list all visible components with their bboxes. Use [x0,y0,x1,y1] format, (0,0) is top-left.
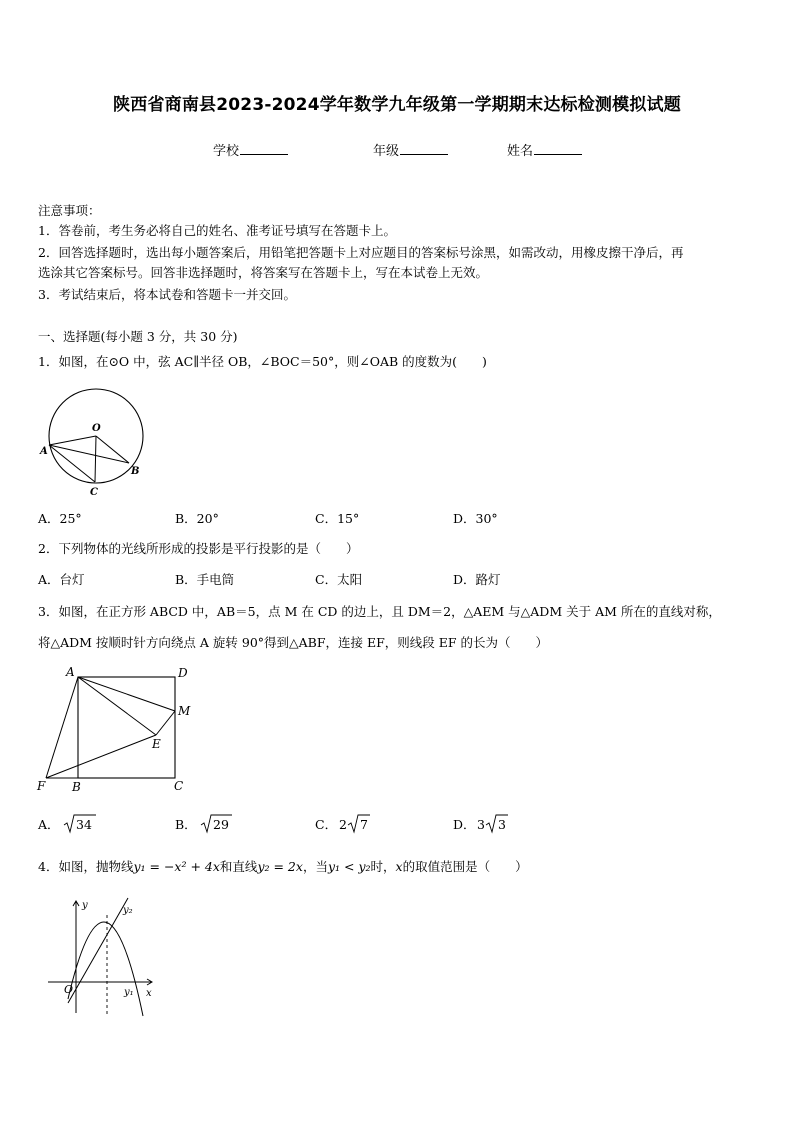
q1-stem: 1．如图，在⊙O 中，弦 AC∥半径 OB，∠BOC＝50°，则∠OAB 的度数为( ) [38,354,487,369]
q3-option-b[interactable] [175,815,232,832]
label-c: C [174,779,184,793]
q3-option-d-coef: 3 [477,817,485,832]
q4-condition: y₁ < y₂ [327,859,371,874]
label-o: O [92,423,101,434]
notice-item-2-cont: 选涂其它答案标号。回答非选择题时，将答案写在答题卡上，写在本试卷上无效。 [38,265,489,280]
notice-item-3: 3．考试结束后，将本试卷和答题卡一并交回。 [38,287,296,302]
q4-stem [38,856,528,878]
q1-option-d[interactable]: D．30° [453,511,498,526]
q3-option-a[interactable] [37,815,96,832]
q3-option-c[interactable] [315,815,370,832]
q3-option-a-radicand: 34 [76,817,92,832]
q4-figure [44,895,174,1020]
q3-stem-line1: 3．如图，在正方形 ABCD 中，AB＝5，点 M 在 CD 的边上，且 DM＝2，△AEM 与△ADM 关于 AM 所在的直线对称， [38,604,721,619]
q4-stem-b: 和直线 [219,859,258,874]
label-c: C [90,487,98,498]
segment-oc [95,436,96,482]
q3-option-b-radicand: 29 [213,817,229,832]
q4-stem-c: ，当 [302,859,328,874]
label-d: D [178,666,188,680]
label-f: F [37,779,46,793]
grade-blank[interactable] [400,142,448,155]
q2-option-b[interactable]: B．手电筒 [175,572,235,587]
q3-figure [34,663,204,798]
q1-option-b[interactable]: B．20° [175,511,219,526]
label-m: M [178,704,191,718]
label-y2: y₂ [123,905,133,916]
q3-stem-line2: 将△ADM 按顺时针方向绕点 A 旋转 90°得到△ABF，连接 EF，则线段 EF 的长为（ ） [38,635,549,650]
parabola-y1 [68,922,143,1016]
q4-y2-expr: y₂ = 2x [257,859,303,874]
q3-option-d-prefix: D． [453,817,476,832]
name-blank[interactable] [534,142,582,155]
notice-item-2: 2．回答选择题时，选出每小题答案后，用铅笔把答题卡上对应题目的答案标号涂黑，如需改动，用橡皮擦干净后，再 [38,245,684,260]
notice-item-1: 1．答卷前，考生务必将自己的姓名、准考证号填写在答题卡上。 [38,223,396,238]
label-y1: y₁ [124,987,134,998]
grade-field[interactable] [373,140,448,159]
label-a: A [40,446,48,457]
q4-variable: x [395,859,403,874]
line-y2 [68,898,128,1003]
q3-option-c-coef: 2 [339,817,347,832]
label-b: B [131,466,140,477]
q2-option-d[interactable]: D．路灯 [453,572,501,587]
q1-option-a[interactable]: A．25° [38,511,82,526]
segment-af [46,677,78,778]
q2-option-c[interactable]: C．太阳 [315,572,363,587]
q2-stem: 2．下列物体的光线所形成的投影是平行投影的是（ ） [38,541,359,556]
label-e: E [152,737,161,751]
segment-ae [78,677,156,735]
segment-ab [49,445,129,463]
section-heading: 一、选择题(每小题 3 分，共 30 分) [38,329,238,344]
q3-options [36,811,596,837]
label-y-axis: y [82,900,88,911]
label-origin: O [64,983,74,996]
grade-label: 年级 [373,144,400,159]
label-b: B [72,780,81,794]
q2-option-a[interactable]: A．台灯 [38,572,85,587]
q1-figure [36,385,146,500]
segment-ao [49,436,96,445]
segment-ef [46,735,156,778]
segment-am [78,677,175,711]
label-x-axis: x [146,988,152,999]
q4-stem-d: 时， [370,859,396,874]
page-title: 陕西省商南县2023-2024学年数学九年级第一学期期末达标检测模拟试题 [113,95,681,115]
square-abcd [78,677,175,778]
segment-em [156,711,175,735]
q4-stem-a: 4．如图，抛物线 [38,859,134,874]
q4-y1-expr: y₁ = −x² + 4x [133,859,220,874]
q3-option-c-prefix: C． [315,817,338,832]
school-blank[interactable] [240,142,288,155]
label-a: A [66,665,75,679]
notice-heading: 注意事项： [38,203,101,218]
school-label: 学校 [213,144,240,159]
q1-option-c[interactable]: C．15° [315,511,360,526]
q4-stem-e: 的取值范围是（ ） [402,859,528,874]
q3-option-c-radicand: 7 [360,817,368,832]
name-field[interactable] [507,140,582,159]
name-label: 姓名 [507,144,534,159]
q3-option-b-prefix: B． [175,817,197,832]
q3-option-a-prefix: A． [38,817,60,832]
q3-option-d[interactable] [453,815,508,832]
q3-option-d-radicand: 3 [498,817,506,832]
school-field[interactable] [213,140,288,159]
